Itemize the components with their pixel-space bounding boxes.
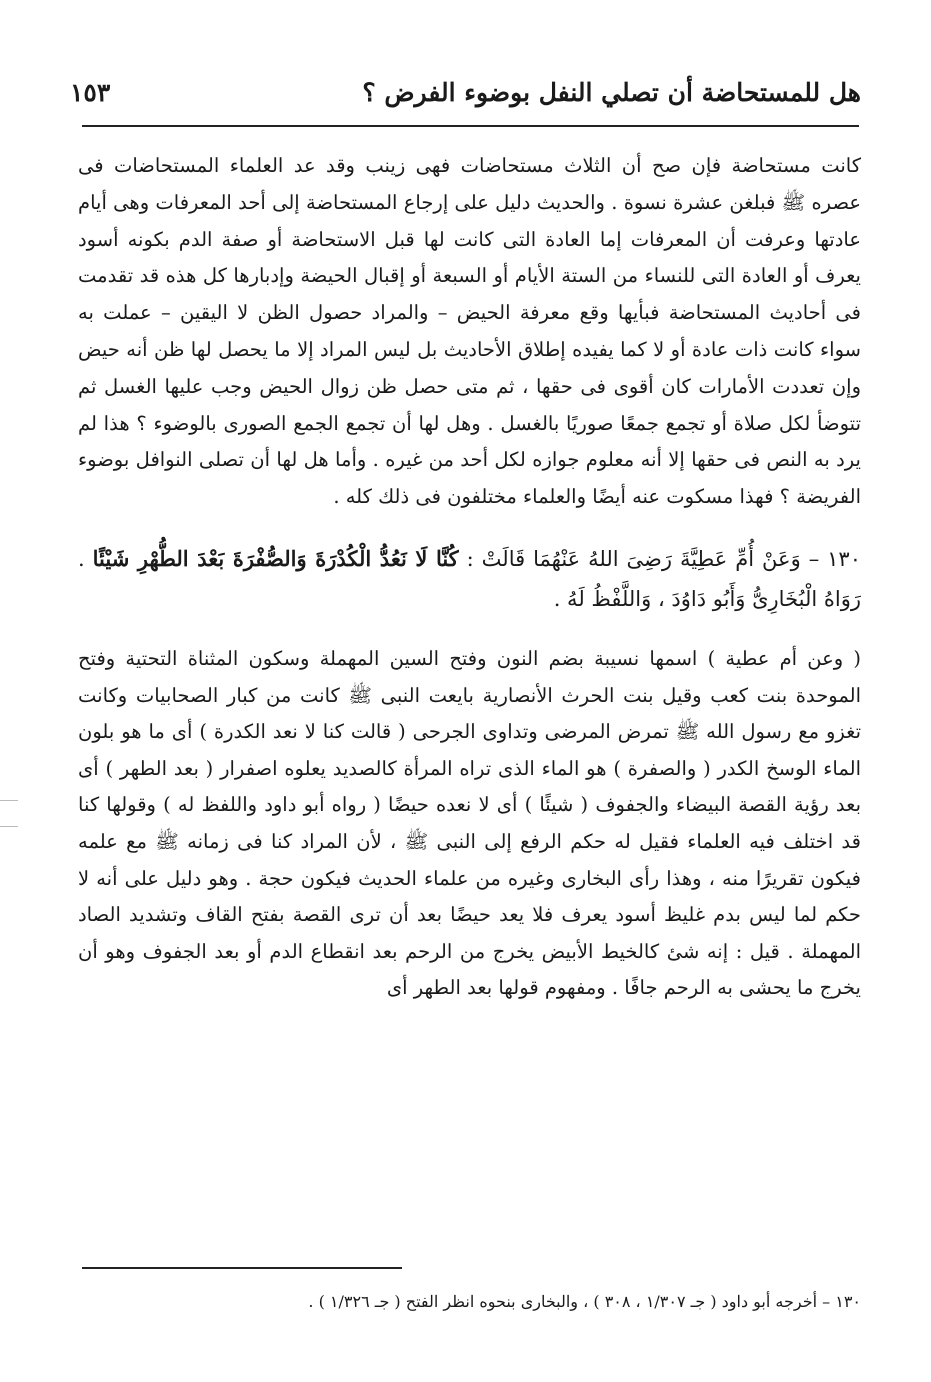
hadith-intro: وَعَنْ أُمِّ عَطِيَّةَ رَضِىَ اللهُ عَنْهُمَا قَالَتْ : [466,546,801,571]
body-text [78,148,861,1007]
running-header [70,72,861,112]
hadith-130 [78,539,861,619]
commentary-paragraph-1: كانت مستحاضة فإن صح أن الثلاث مستحاضات فهى زينب وقد عد العلماء المستحاضات فى عصره ﷺ فبلغن عشرة نسوة . والحديث دليل على إرجاع المستحاضة إلى أحد المعرفات وهى أيام عادتها وعرفت أن المعرفات إما العادة التى كانت لها قبل الاستحاضة أو صفة الدم بكونه أسود يعرف أو العادة التى للنساء من الستة الأيام أو السبعة أو إقبال الحيضة وإدبارها كل هذه قد تقدمت فى أحاديث المستحاضة فبأيها وقع معرفة الحيض – والمراد حصول الظن لا اليقين – عملت به سواء كانت ذات عادة أو لا كما يفيده إطلاق الأحاديث بل ليس المراد إلا ما يحصل لها ظن أنه حيض وإن تعددت الأمارات كان أقوى فى حقها ، ثم متى حصل ظن زوال الحيض وجب عليها الغسل ثم تتوضأ لكل صلاة أو تجمع جمعًا صوريًا بالغسل . وهل لها أن تجمع الجمع الصورى بالوضوء ؟ هذا لم يرد به النص فى حقها إلا أنه معلوم جوازه لكل أحد من غيره . وأما هل لها أن تصلى النوافل بوضوء الفريضة ؟ فهذا مسكوت عنه أيضًا والعلماء مختلفون فى ذلك كله . [78,154,861,509]
hadith-number: ١٣٠ – [808,546,861,571]
page-number: ١٥٣ [70,77,111,107]
footnote-rule [82,1267,402,1269]
hadith-matn: كُنَّا لَا نَعُدُّ الْكُدْرَةَ وَالصُّفْرَةَ بَعْدَ الطُّهْرِ شَيْئًا [92,545,459,571]
scan-margin-mark [0,826,18,827]
header-rule [82,125,859,127]
running-head-title: هل للمستحاضة أن تصلي النفل بوضوء الفرض ؟ [362,77,861,107]
scan-margin-mark [0,800,18,801]
commentary-paragraph-2: ( وعن أم عطية ) اسمها نسيبة بضم النون وفتح السين المهملة وسكون المثناة التحتية وفتح الموحدة بنت كعب وقيل بنت الحرث الأنصارية بايعت النبى ﷺ كانت من كبار الصحابيات وكانت تغزو مع رسول الله ﷺ تمرض المرضى وتداوى الجرحى ( قالت كنا لا نعد الكدرة ) أى ما هو بلون الماء الوسخ الكدر ( والصفرة ) هو الماء الذى تراه المرأة كالصديد يعلوه اصفرار ( بعد الطهر ) أى بعد رؤية القصة البيضاء والجفوف ( شيئًا ) أى لا نعده حيضًا ( رواه أبو داود واللفظ له ) وقولها كنا قد اختلف فيه العلماء فقيل له حكم الرفع إلى النبى ﷺ ، لأن المراد كنا فى زمانه ﷺ مع علمه فيكون تقريرًا منه ، وهذا رأى البخارى وغيره من علماء الحديث فيكون حجة . وهو دليل على أنه لا حكم لما ليس بدم غليظ أسود يعرف فلا يعد حيضًا بعد أن ترى القصة بفتح القاف وتشديد الصاد المهملة . قيل : إنه شئ كالخيط الأبيض يخرج من الرحم بعد انقطاع الدم أو بعد الجفوف وهو أن يخرج ما يحشى به الرحم جافًا . ومفهوم قولها بعد الطهر أى [78,646,861,1000]
hadith-source: . رَوَاهُ الْبُخَارِىُّ وَأَبُو دَاوُدَ ، وَاللَّفْظُ لَهُ . [78,546,861,611]
footnote: ١٣٠ – أخرجه أبو داود ( جـ ١/٣٠٧ ، ٣٠٨ ) ، والبخارى بنحوه انظر الفتح ( جـ ١/٣٢٦ ) . [308,1292,861,1311]
